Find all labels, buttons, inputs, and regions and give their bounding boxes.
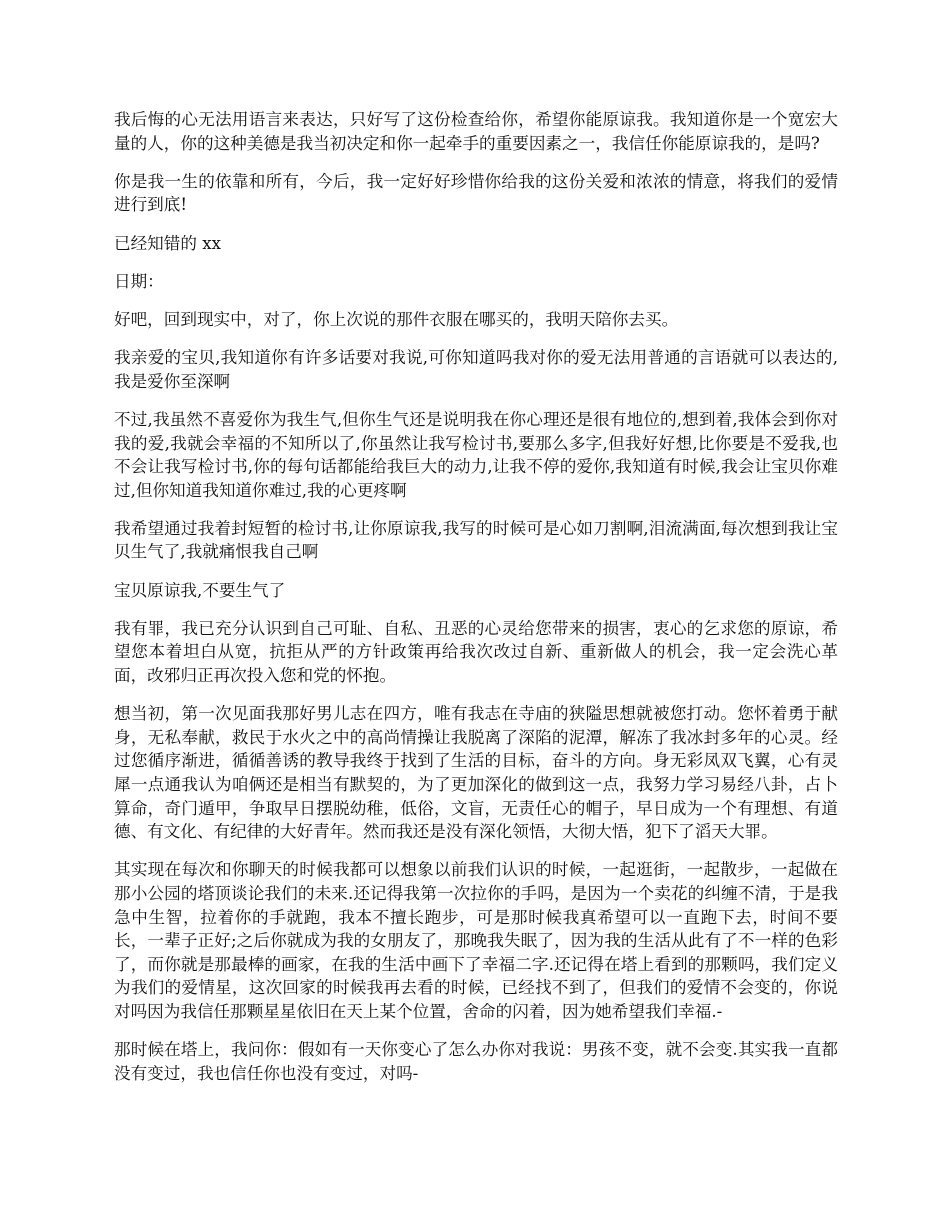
signature-line: 已经知错的 xx xyxy=(114,233,221,253)
paragraph-9: 宝贝原谅我,不要生气了 xyxy=(114,580,286,600)
paragraph-10: 我有罪，我已充分认识到自己可耻、自私、丑恶的心灵给您带来的损害，衷心的乞求您的原谅，希望您本着坦白从宽，抗拒从严的方针政策再给我次改过自新、重新做人的机会，我一定会洗心革面，改邪归正再次投入您和党的怀抱。 xyxy=(114,618,838,686)
paragraph-11: 想当初，第一次见面我那好男儿志在四方，唯有我志在寺庙的狭隘思想就被您打动。您怀着勇于献身，无私奉献，救民于水火之中的高尚情操让我脱离了深陷的泥潭，解冻了我冰封多年的心灵。经过您循序渐进，循循善诱的教导我终于找到了生活的目标，奋斗的方向。身无彩凤双飞翼，心有灵犀一点通我认为咱俩还是相当有默契的，为了更加深化的做到这一点，我努力学习易经八卦，占卜算命，奇门遁甲，争取早日摆脱幼稚，低俗，文盲，无责任心的帽子，早日成为一个有理想、有道德、有文化、有纪律的大好青年。然而我还是没有深化领悟，大彻大悟，犯下了滔天大罪。 xyxy=(114,704,838,842)
paragraph-6: 我亲爱的宝贝,我知道你有许多话要对我说,可你知道吗我对你的爱无法用普通的言语就可以表达的,我是爱你至深啊 xyxy=(114,348,838,391)
paragraph-8: 我希望通过我着封短暂的检讨书,让你原谅我,我写的时候可是心如刀割啊,泪流满面,每次想到我让宝贝生气了,我就痛恨我自己啊 xyxy=(114,518,838,562)
document-body xyxy=(114,108,838,1100)
paragraph-12: 其实现在每次和你聊天的时候我都可以想象以前我们认识的时候，一起逛街，一起散步，一起做在那小公园的塔顶谈论我们的未来.还记得我第一次拉你的手吗，是因为一个卖花的纠缠不清，于是我急中生智，拉着你的手就跑，我本不擅长跑步，可是那时候我真希望可以一直跑下去，时间不要长，一辈子正好;之后你就成为我的女朋友了，那晚我失眠了，因为我的生活从此有了不一样的色彩了，而你就是那最棒的画家，在我的生活中画下了幸福二字.还记得在塔上看到的那颗吗，我们定义为我们的爱情星，这次回家的时候我再去看的时候，已经找不到了，但我们的爱情不会变的，你说对吗因为我信任那颗星星依旧在天上某个位置，舍命的闪着，因为她希望我们幸福.- xyxy=(114,860,838,1021)
paragraph-1: 我后悔的心无法用语言来表达，只好写了这份检查给你，希望你能原谅我。我知道你是一个宽宏大量的人，你的这种美德是我当初决定和你一起牵手的重要因素之一，我信任你能原谅我的，是吗? xyxy=(114,110,838,153)
paragraph-2: 你是我一生的依靠和所有，今后，我一定好好珍惜你给我的这份关爱和浓浓的情意，将我们的爱情进行到底! xyxy=(114,171,838,215)
paragraph-7: 不过,我虽然不喜爱你为我生气,但你生气还是说明我在你心理还是很有地位的,想到着,我体会到你对我的爱,我就会幸福的不知所以了,你虽然让我写检讨书,要那么多字,但我好好想,比你要是不爱我,也不会让我写检讨书,你的每句话都能给我巨大的动力,让我不停的爱你,我知道有时候,我会让宝贝你难过,但你知道我知道你难过,我的心更疼啊 xyxy=(114,409,838,500)
paragraph-13: 那时候在塔上，我问你：假如有一天你变心了怎么办你对我说：男孩不变，就不会变.其实我一直都没有变过，我也信任你也没有变过，对吗- xyxy=(114,1040,838,1083)
date-line: 日期： xyxy=(114,271,164,291)
paragraph-5: 好吧，回到现实中，对了，你上次说的那件衣服在哪买的，我明天陪你去买。 xyxy=(114,309,679,329)
